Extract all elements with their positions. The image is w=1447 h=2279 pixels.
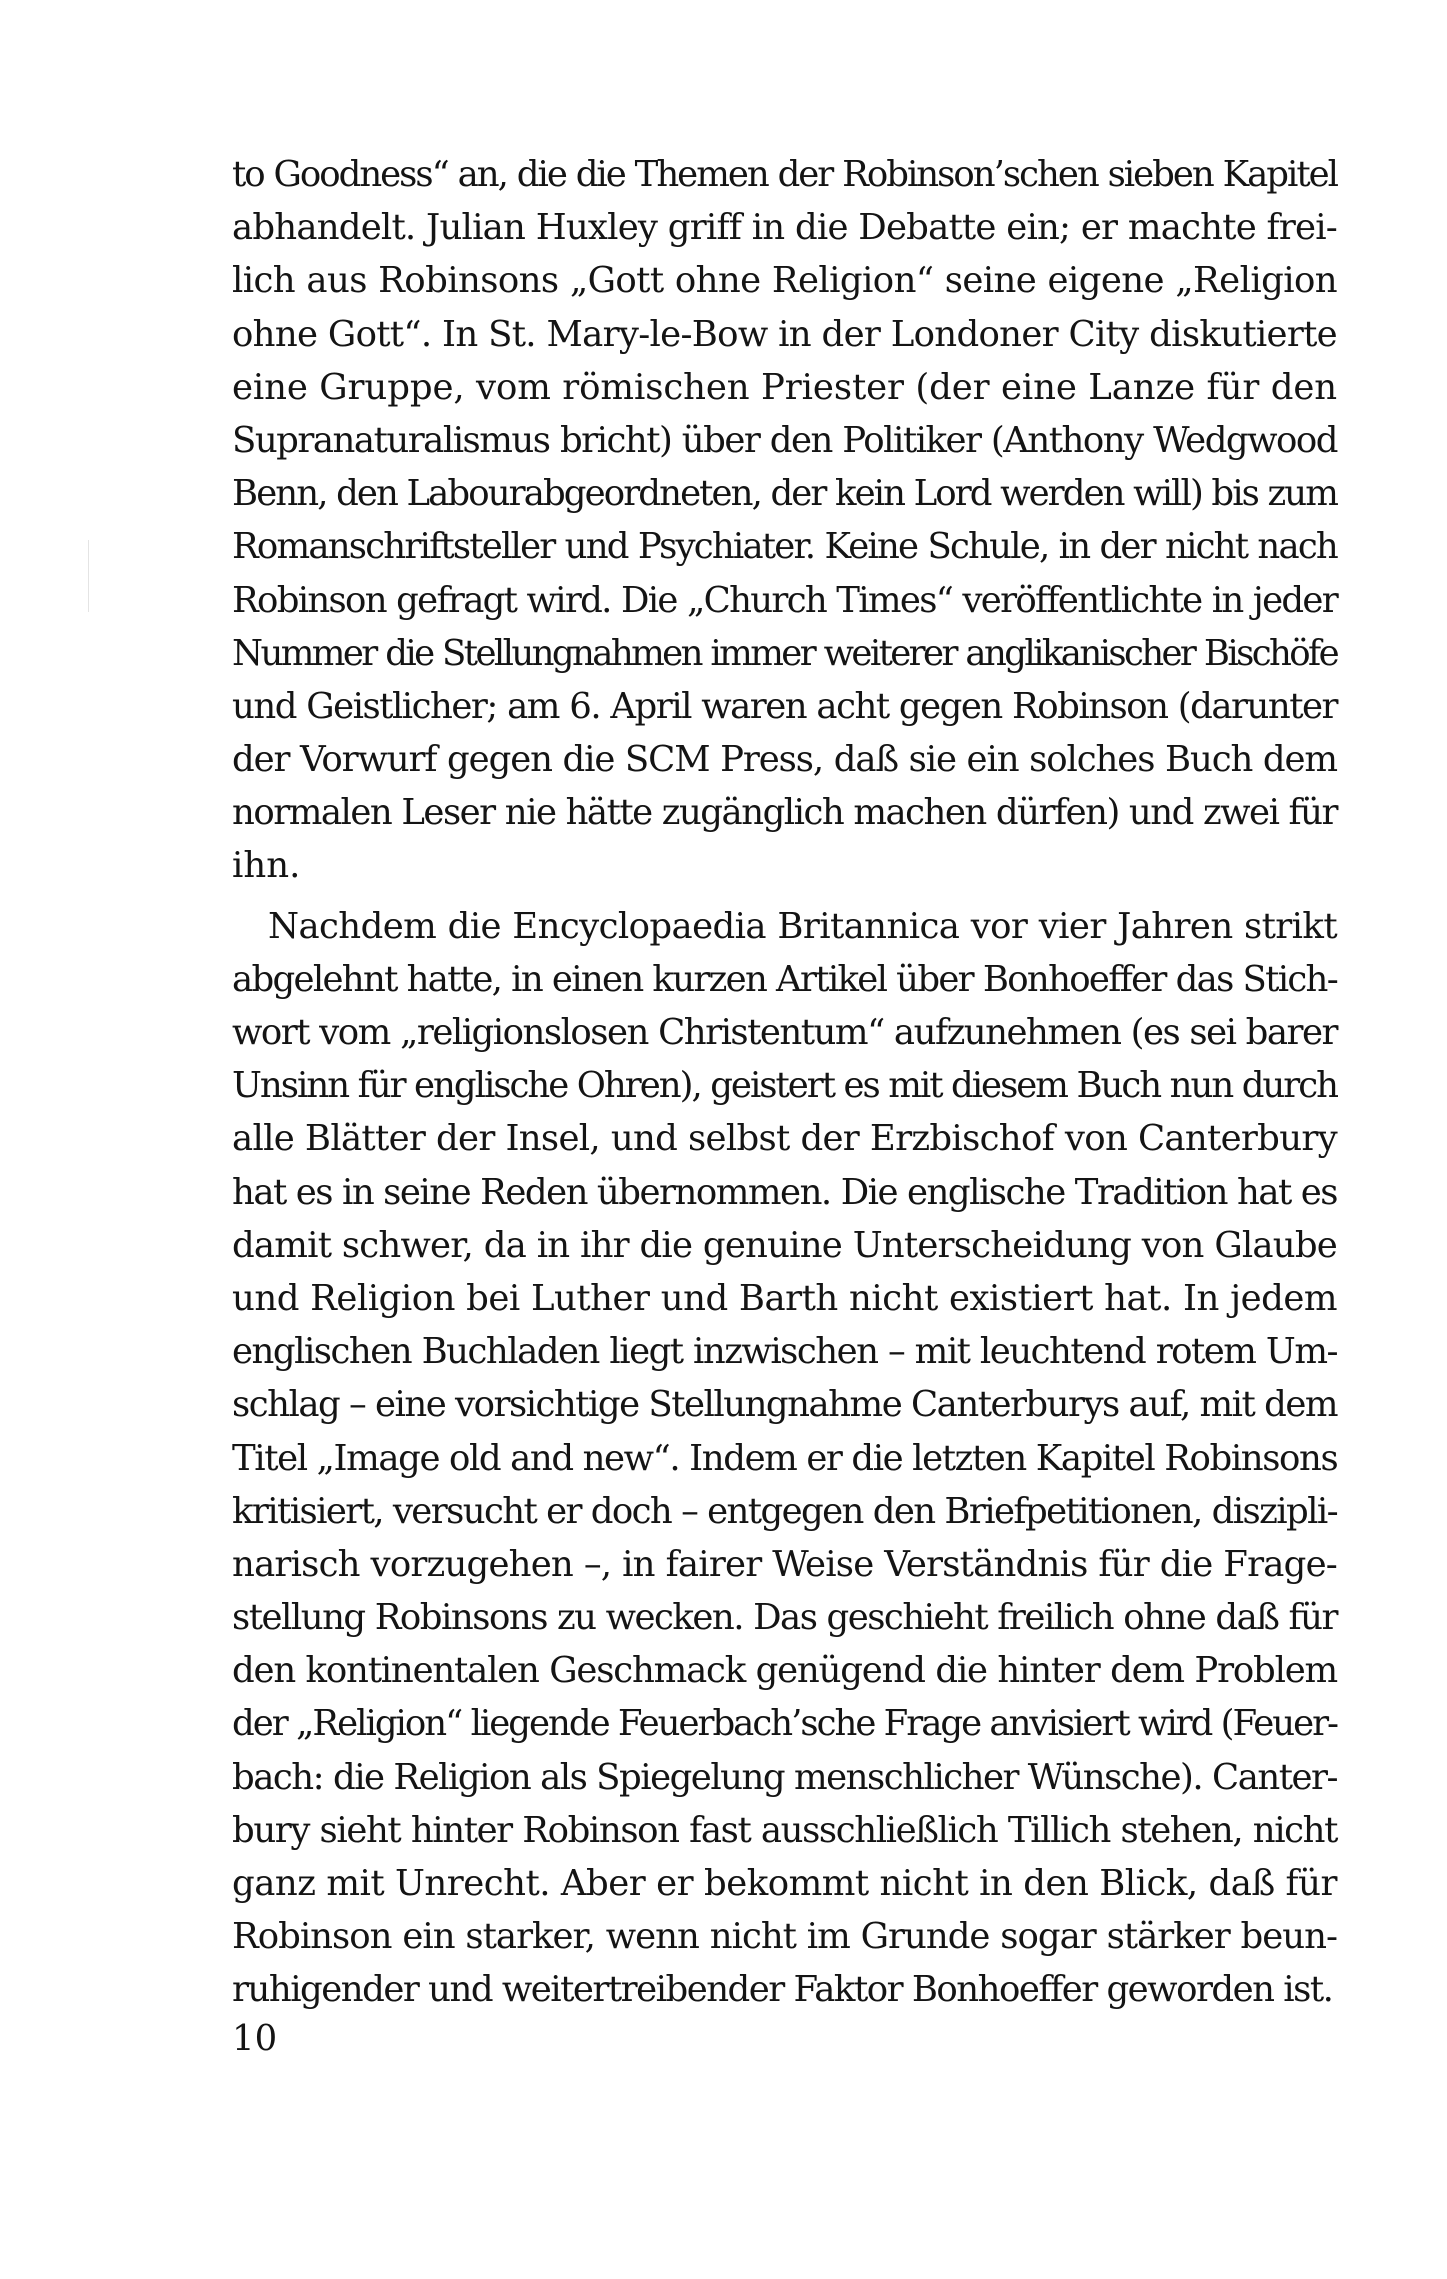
- text-line: narisch vorzugehen –, in fairer Weise Verständnis für die Frage-: [232, 1543, 1337, 1585]
- text-line: der Vorwurf gegen die SCM Press, daß sie ein solches Buch dem: [232, 739, 1337, 781]
- text-line: abgelehnt hatte, in einen kurzen Artikel über Bonhoeffer das Stich-: [232, 958, 1337, 1000]
- text-line: lich aus Robinsons „Gott ohne Religion“ seine eigene „Religion: [232, 260, 1337, 302]
- text-line: ohne Gott“. In St. Mary-le-Bow in der Londoner City diskutierte: [232, 313, 1337, 355]
- text-line: alle Blätter der Insel, und selbst der Erzbischof von Canterbury: [232, 1118, 1337, 1160]
- text-line: schlag – eine vorsichtige Stellungnahme Canterburys auf, mit dem: [232, 1384, 1337, 1426]
- paragraph-1: [232, 148, 1337, 893]
- text-line: wort vom „religionslosen Christentum“ aufzunehmen (es sei barer: [232, 1012, 1337, 1053]
- text-line: stellung Robinsons zu wecken. Das geschieht freilich ohne daß für: [232, 1597, 1337, 1639]
- margin-mark: [88, 540, 89, 612]
- text-line: Benn, den Labourabgeordneten, der kein Lord werden will) bis zum: [232, 473, 1337, 515]
- text-line: normalen Leser nie hätte zugänglich machen dürfen) und zwei für: [232, 792, 1337, 834]
- paragraph-gap: [232, 893, 1337, 900]
- text-line: englischen Buchladen liegt inzwischen – mit leuchtend rotem Um-: [232, 1331, 1337, 1373]
- text-line: ganz mit Unrecht. Aber er bekommt nicht in den Blick, daß für: [232, 1863, 1337, 1904]
- text-line: den kontinentalen Geschmack genügend die hinter dem Problem: [232, 1650, 1337, 1692]
- text-line: der „Religion“ liegende Feuerbach’sche Frage anvisiert wird (Feuer-: [232, 1703, 1338, 1745]
- text-line: damit schwer, da in ihr die genuine Unterscheidung von Glaube: [232, 1224, 1337, 1266]
- text-line: Supranaturalismus bricht) über den Politiker (Anthony Wedgwood: [232, 419, 1337, 461]
- text-line: hat es in seine Reden übernommen. Die englische Tradition hat es: [232, 1171, 1337, 1213]
- page-number: 10: [232, 2018, 278, 2059]
- text-line: Romanschriftsteller und Psychiater. Keine Schule, in der nicht nach: [232, 526, 1337, 568]
- text-line: bury sieht hinter Robinson fast ausschließlich Tillich stehen, nicht: [232, 1809, 1337, 1851]
- text-line: ihn.: [232, 845, 301, 887]
- text-line: to Goodness“ an, die die Themen der Robinson’schen sieben Kapitel: [232, 154, 1337, 195]
- paragraph-2: [232, 900, 1337, 2017]
- text-line: kritisiert, versucht er doch – entgegen den Briefpetitionen, diszipli-: [232, 1490, 1337, 1532]
- text-line: bach: die Religion als Spiegelung menschlicher Wünsche). Canter-: [232, 1756, 1337, 1798]
- text-line: Robinson gefragt wird. Die „Church Times“ veröffentlichte in jeder: [232, 579, 1337, 621]
- text-line: Nummer die Stellungnahmen immer weiterer anglikanischer Bischöfe: [232, 632, 1337, 674]
- text-line: Nachdem die Encyclopaedia Britannica vor vier Jahren strikt: [268, 905, 1337, 947]
- text-line: Titel „Image old and new“. Indem er die letzten Kapitel Robinsons: [232, 1437, 1338, 1479]
- text-line: Unsinn für englische Ohren), geistert es mit diesem Buch nun durch: [232, 1065, 1337, 1107]
- text-line: eine Gruppe, vom römischen Priester (der eine Lanze für den: [232, 366, 1337, 408]
- text-line: ruhigender und weitertreibender Faktor Bonhoeffer geworden ist.: [232, 1969, 1333, 2011]
- text-line: Robinson ein starker, wenn nicht im Grunde sogar stärker beun-: [232, 1916, 1337, 1958]
- body-text: [232, 148, 1337, 2017]
- text-line: abhandelt. Julian Huxley griff in die Debatte ein; er machte frei-: [232, 207, 1337, 249]
- text-line: und Geistlicher; am 6. April waren acht gegen Robinson (darunter: [232, 685, 1337, 727]
- text-line: und Religion bei Luther und Barth nicht existiert hat. In jedem: [232, 1277, 1337, 1319]
